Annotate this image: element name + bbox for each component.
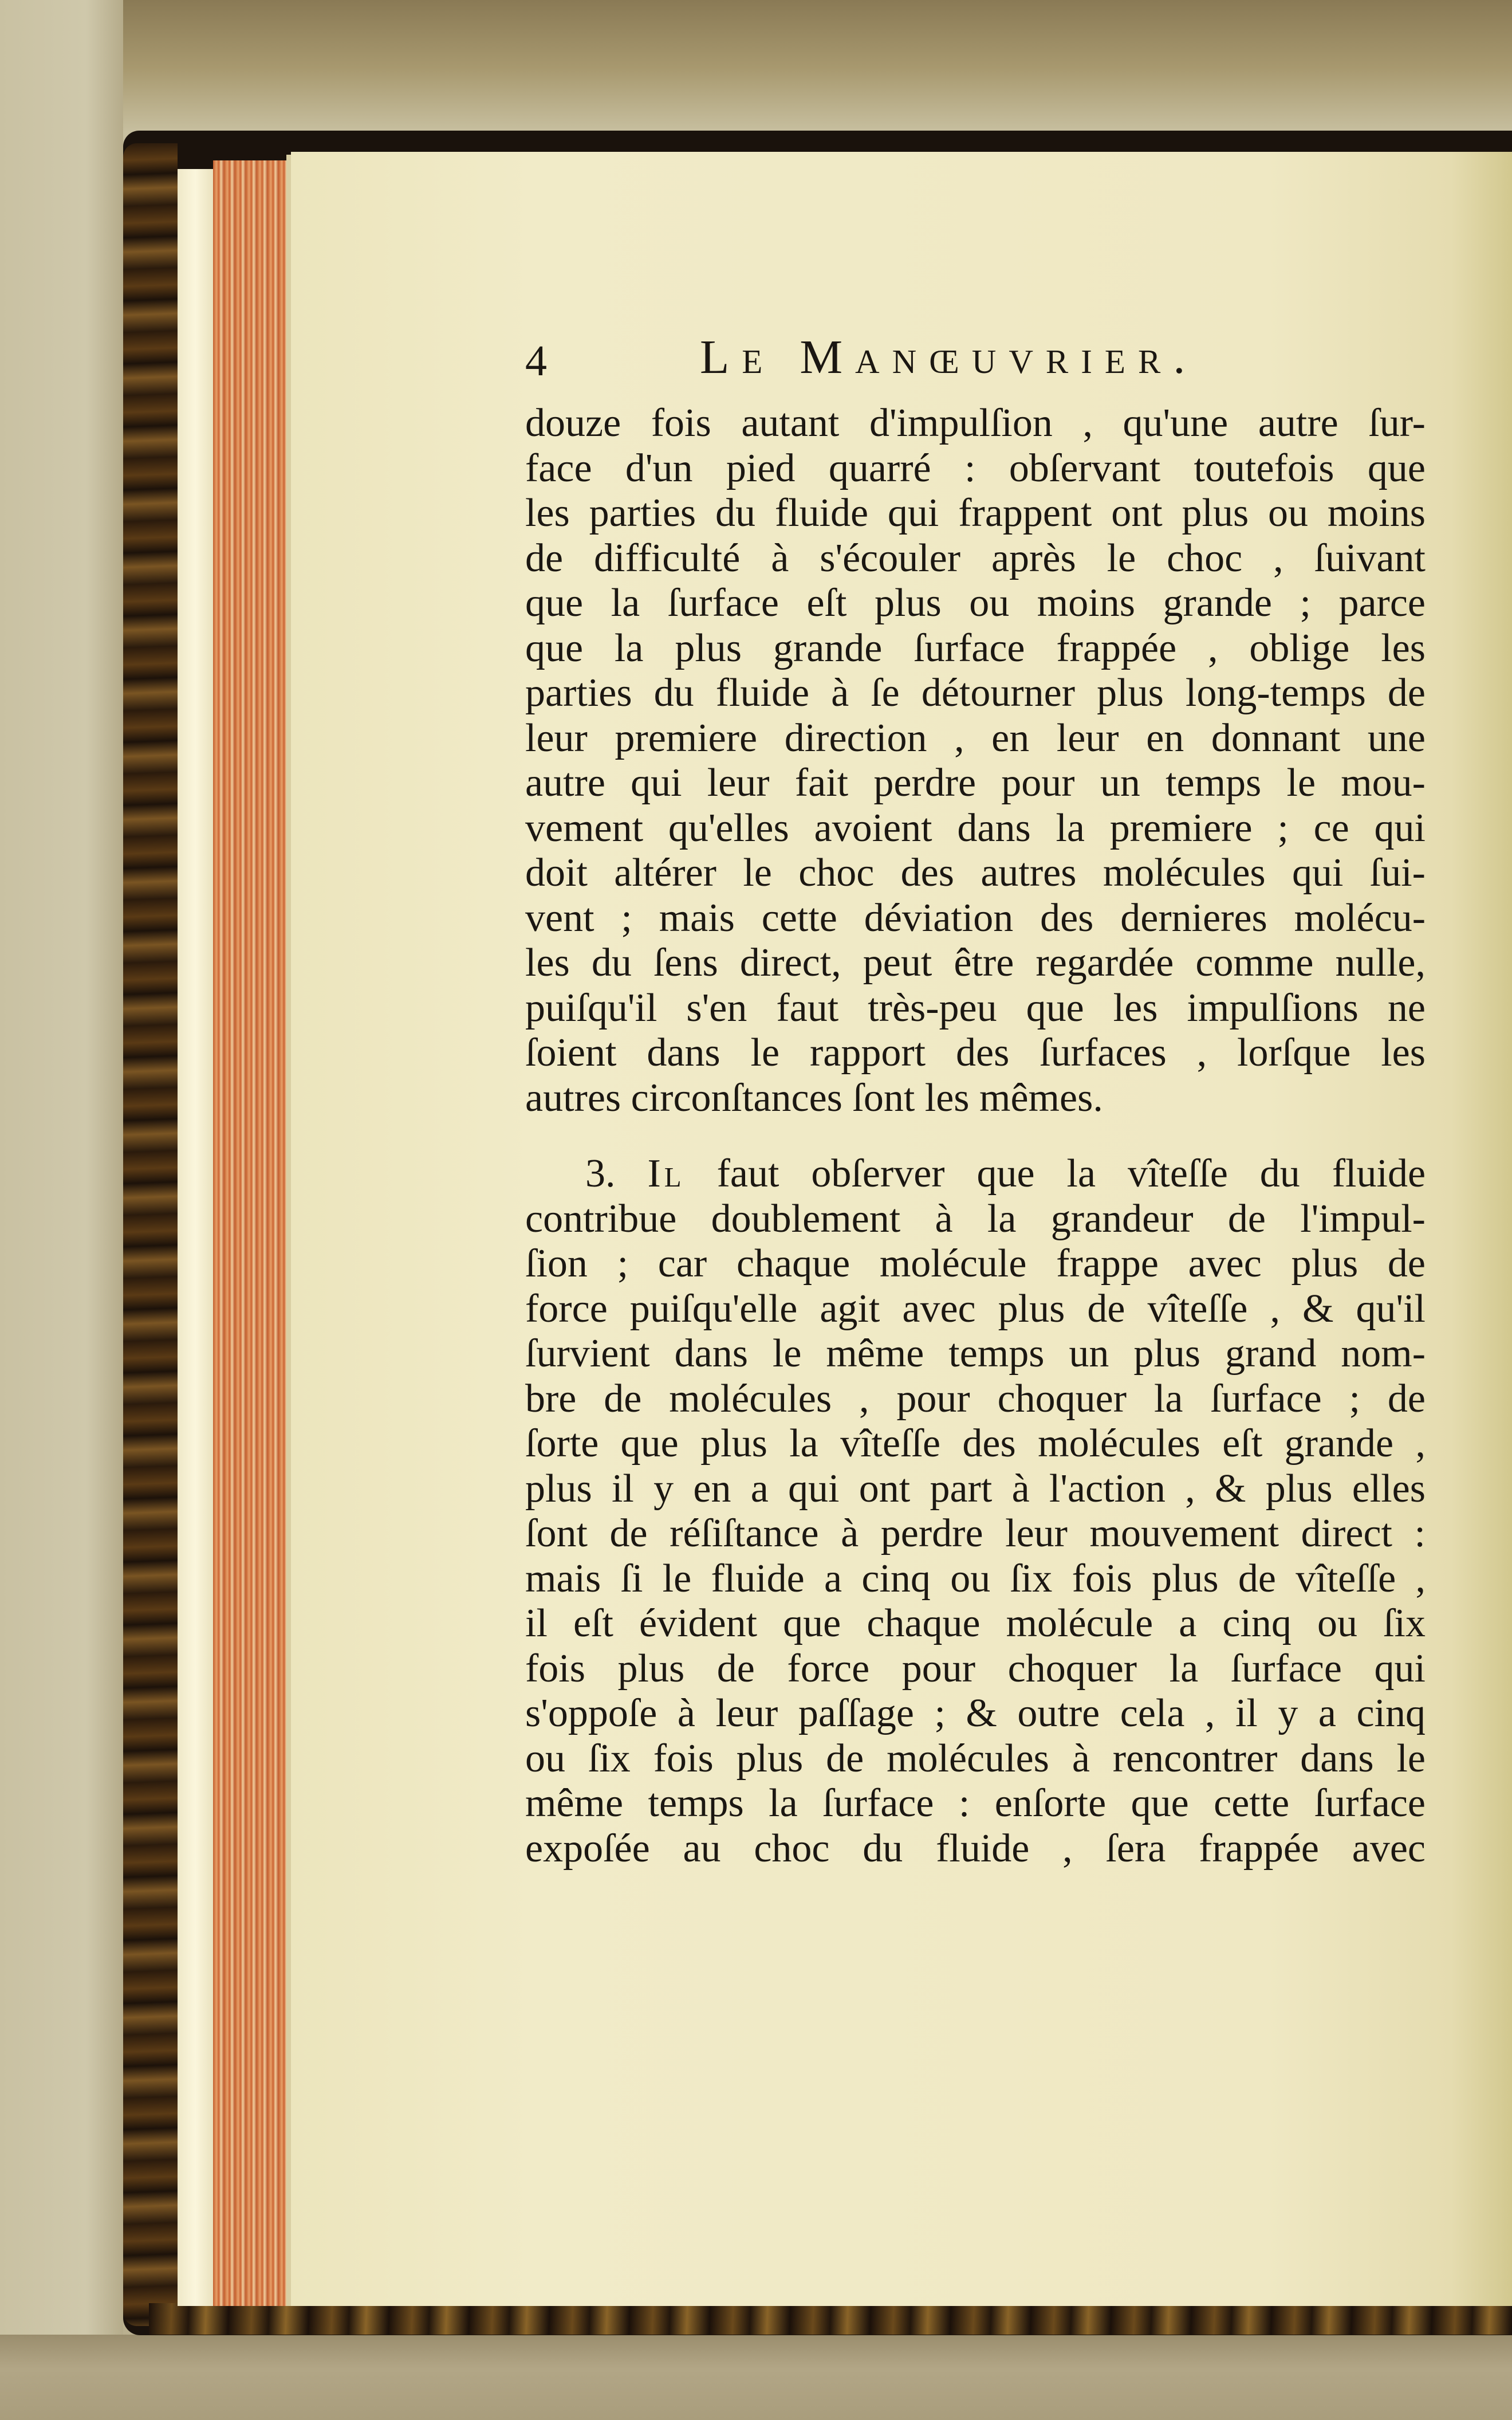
book-cover-bottom-edge xyxy=(149,2303,1512,2335)
text-line: fois plus de force pour choquer la ſurface qui xyxy=(525,1646,1426,1691)
text-line: douze fois autant d'impulſion , qu'une autre ſur- xyxy=(525,401,1426,445)
text-line: de difficulté à s'écouler après le choc , ſuivant xyxy=(525,536,1426,580)
text-line: que la plus grande ſurface frappée , oblige les xyxy=(525,626,1426,670)
book-spine-edge xyxy=(123,143,178,2326)
text-line: parties du fluide à ſe détourner plus long-temps de xyxy=(525,671,1426,715)
text-line: puiſqu'il s'en faut très-peu que les impulſions ne xyxy=(525,985,1426,1030)
text-line: que la ſurface eſt plus ou moins grande ; parce xyxy=(525,581,1426,625)
paragraph-2 xyxy=(525,1152,1426,1871)
paragraph-1 xyxy=(525,401,1426,1121)
text-line: expoſée au choc du fluide , ſera frappée avec xyxy=(525,1826,1426,1871)
text-line-first xyxy=(525,1152,1426,1197)
text-line: les du ſens direct, peut être regardée comme nulle, xyxy=(525,941,1426,985)
text-line: ou ſix fois plus de molécules à rencontrer dans le xyxy=(525,1736,1426,1781)
page-stack-edge xyxy=(178,169,213,2306)
text-line: mais ſi le fluide a cinq ou ſix fois plus de vîteſſe , xyxy=(525,1556,1426,1601)
text-line: même temps la ſurface : enſorte que cette ſurface xyxy=(525,1781,1426,1825)
text-line: ſurvient dans le même temps un plus grand nom- xyxy=(525,1331,1426,1376)
page-header xyxy=(525,329,1442,387)
text-line: plus il y en a qui ont part à l'action , & plus elles xyxy=(525,1466,1426,1511)
text-line: vement qu'elles avoient dans la premiere ; ce qui xyxy=(525,806,1426,850)
page-number: 4 xyxy=(525,337,547,385)
text-line: il eſt évident que chaque molécule a cinq ou ſix xyxy=(525,1601,1426,1645)
text-line: bre de molécules , pour choquer la ſurface ; de xyxy=(525,1376,1426,1421)
text-line: force puiſqu'elle agit avec plus de vîteſſe , & qu'il xyxy=(525,1286,1426,1331)
text-line: face d'un pied quarré : obſervant toutefois que xyxy=(525,446,1426,490)
text-line: s'oppoſe à leur paſſage ; & outre cela , il y a cinq xyxy=(525,1691,1426,1735)
lead-word: Il xyxy=(647,1152,685,1196)
background-bottom xyxy=(0,2335,1512,2420)
text-line: vent ; mais cette déviation des dernieres molécu- xyxy=(525,895,1426,940)
text-line: ſion ; car chaque molécule frappe avec plus de xyxy=(525,1242,1426,1286)
paragraph-number: 3. xyxy=(585,1152,616,1196)
text-line: contribue doublement à la grandeur de l'impul- xyxy=(525,1196,1426,1241)
text-line: doit altérer le choc des autres molécules qui ſui- xyxy=(525,851,1426,895)
running-title: Le Manœuvrier. xyxy=(700,331,1198,384)
text-line: autre qui leur fait perdre pour un temps le mou- xyxy=(525,761,1426,805)
text-line: ſorte que plus la vîteſſe des molécules eſt grande , xyxy=(525,1421,1426,1466)
text-line: les parties du fluide qui frappent ont plus ou moins xyxy=(525,491,1426,535)
text-line: ſoient dans le rapport des ſurfaces , lorſque les xyxy=(525,1031,1426,1075)
text-line: autres circonſtances ſont les mêmes. xyxy=(525,1075,1103,1120)
background-left xyxy=(0,0,123,2420)
first-line-text: faut obſerver que la vîteſſe du fluide xyxy=(716,1152,1426,1196)
text-line: ſont de réſiſtance à perdre leur mouvement direct : xyxy=(525,1511,1426,1555)
text-line: leur premiere direction , en leur en donnant une xyxy=(525,716,1426,760)
red-gilt-page-edges xyxy=(213,160,286,2306)
